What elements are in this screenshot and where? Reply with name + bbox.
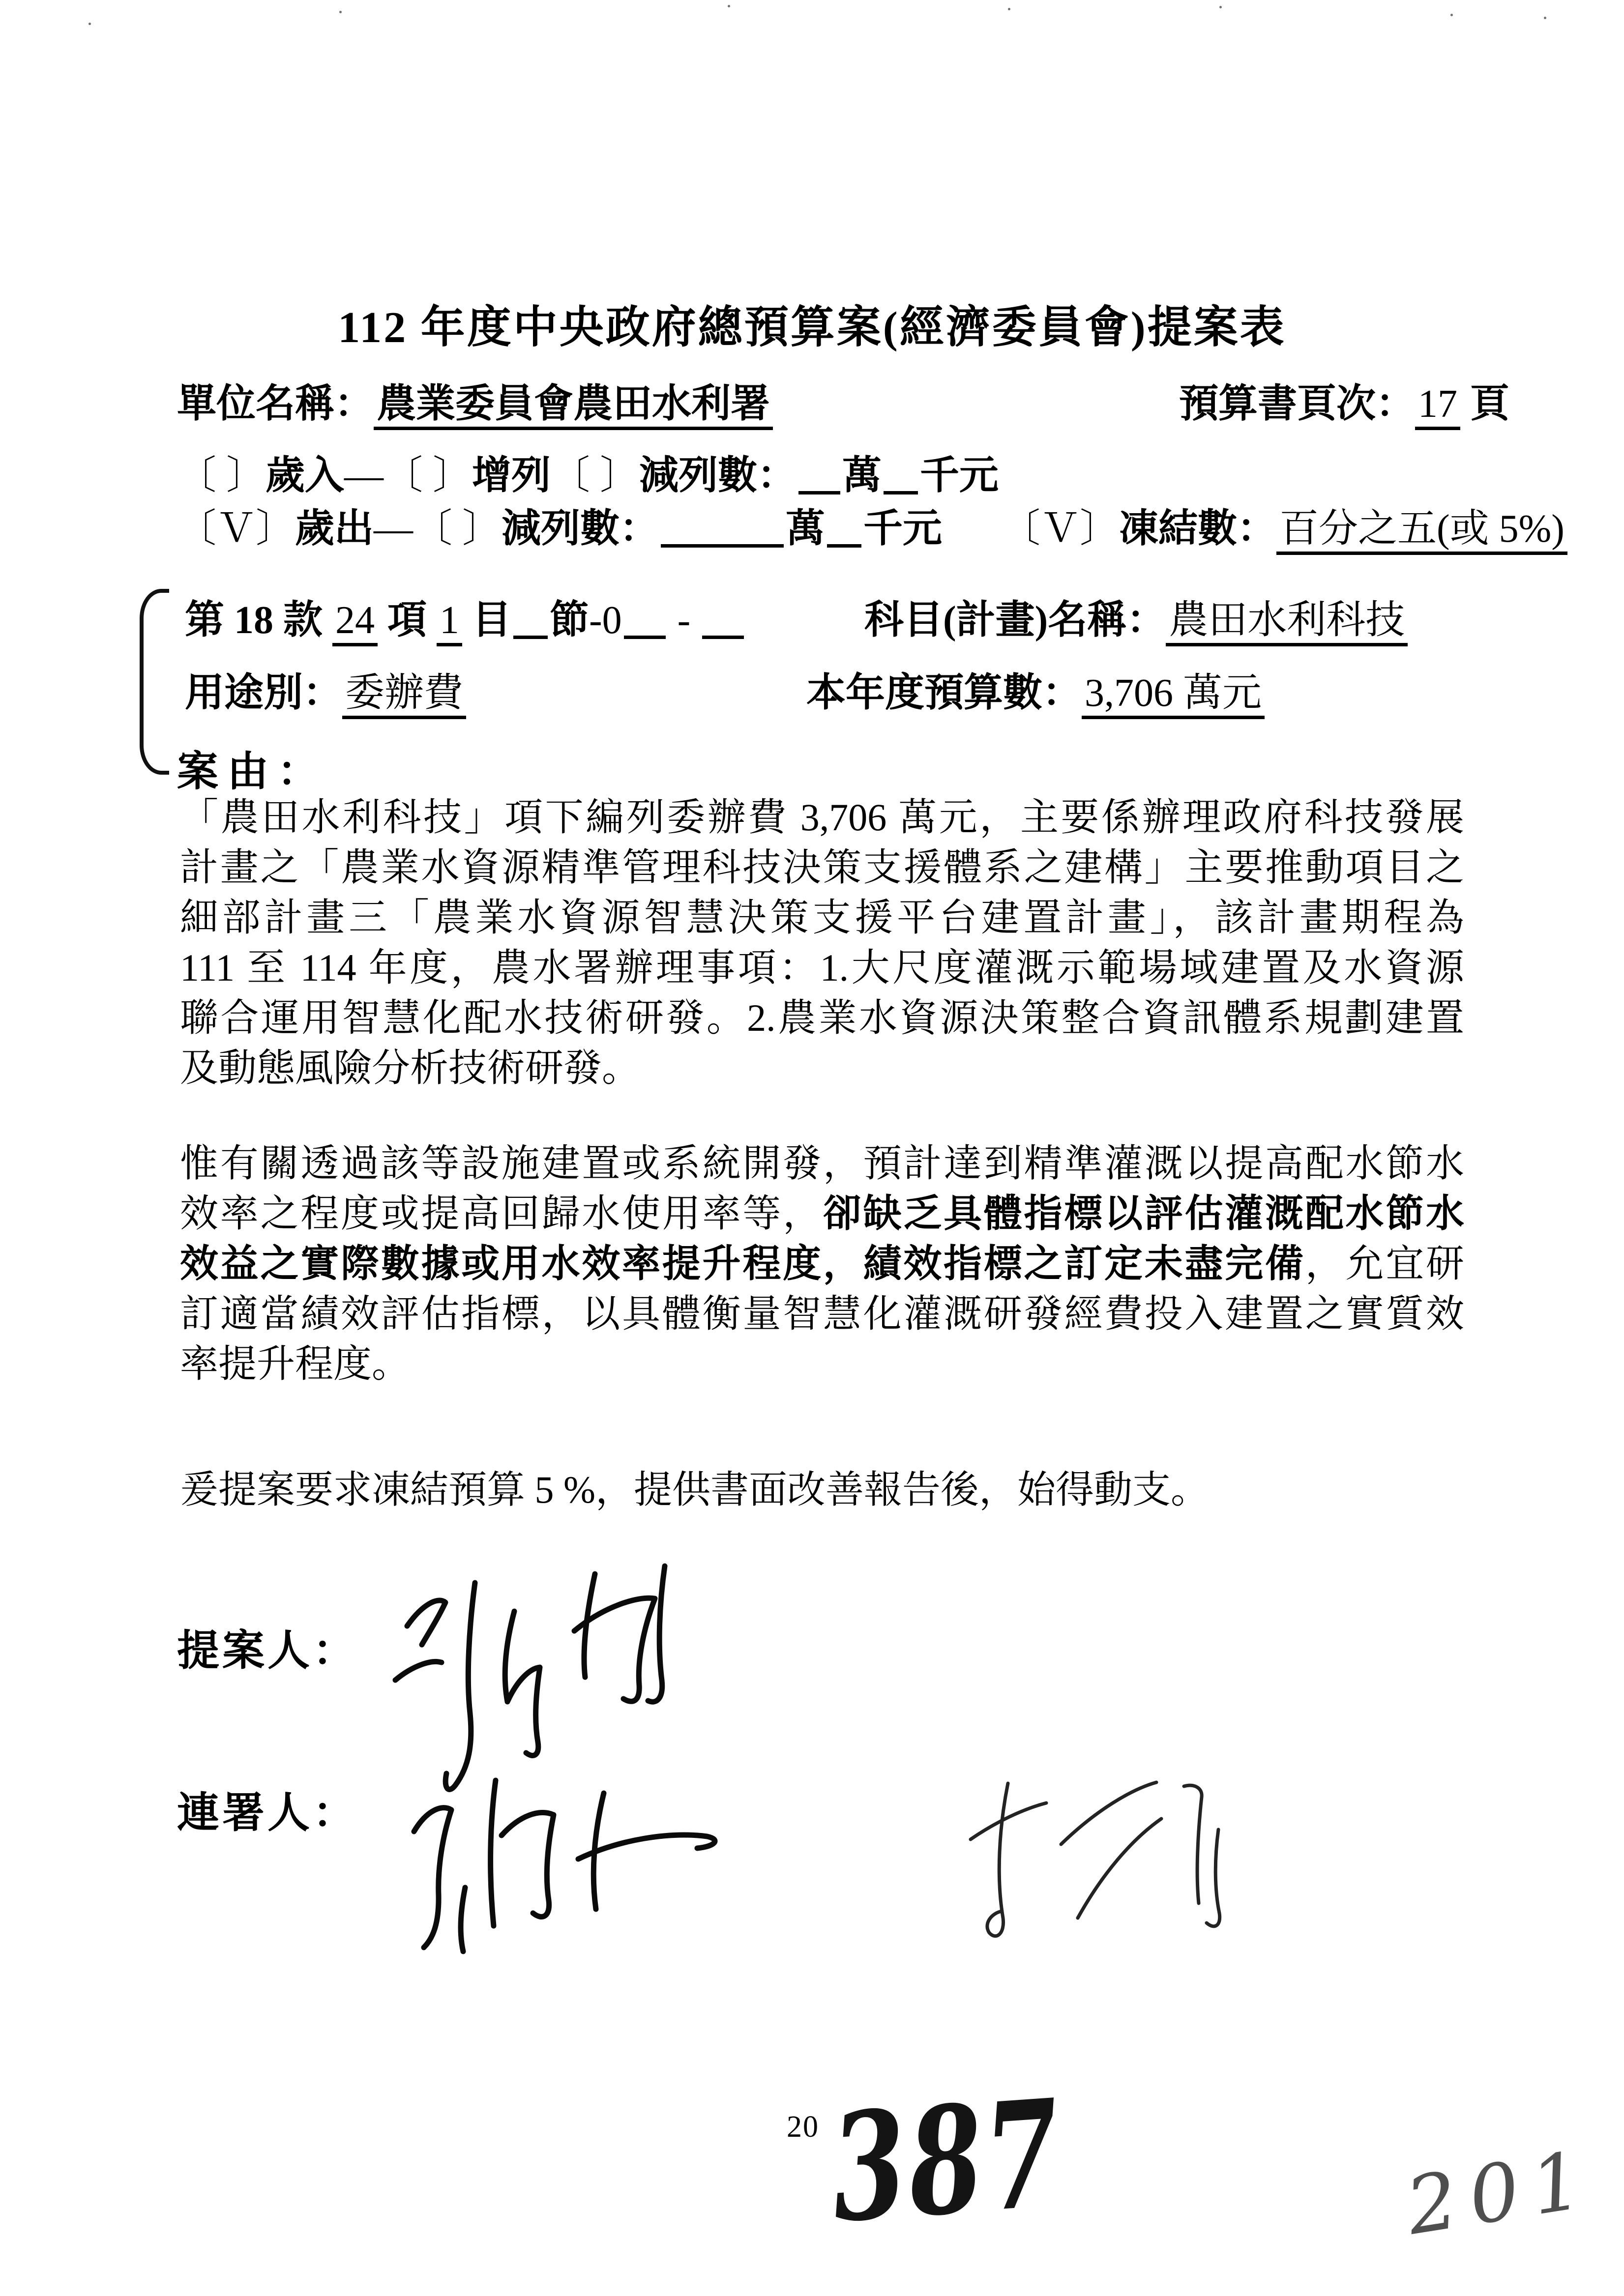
printed-page-number: 20 xyxy=(787,2110,819,2144)
text-run: — xyxy=(374,507,413,551)
cosigner-signature xyxy=(369,1735,742,1961)
text-run: 節 xyxy=(550,599,589,642)
text-run xyxy=(942,507,1021,551)
blank-underline xyxy=(661,505,784,548)
text-run: 項 xyxy=(387,599,427,642)
paragraph-line xyxy=(180,792,1464,843)
text-run xyxy=(427,599,437,642)
paragraph-line xyxy=(180,1239,1464,1289)
text-run: 111 至 114 年度，農水署辦理事項：1.大尺度灌溉示範場域建置及水資源 xyxy=(180,946,1464,989)
text-run: 計畫之「農業水資源精準管理科技決策支援體系之建構」主要推動項目之 xyxy=(180,846,1464,889)
usage-type-line xyxy=(185,668,466,718)
revenue-checkbox-line xyxy=(177,451,999,500)
text-run: 17 xyxy=(1415,382,1460,430)
scan-noise-dot xyxy=(1219,6,1222,8)
text-run: ： xyxy=(620,507,659,551)
text-run: 〔 〕 xyxy=(551,454,639,497)
text-run: 效率之程度或提高回歸水使用率等， xyxy=(180,1192,823,1235)
paragraph-line xyxy=(180,1289,1464,1339)
text-run: - xyxy=(667,599,701,642)
text-run: 用途別 xyxy=(185,671,303,715)
text-run: ： xyxy=(303,671,342,715)
clause-group-bracket xyxy=(140,589,169,775)
text-run: ： xyxy=(1042,671,1082,715)
text-run: 24 xyxy=(332,599,378,646)
text-run: 及動態風險分析技術研發。 xyxy=(180,1046,641,1089)
scan-noise-dot xyxy=(1450,14,1453,16)
case-heading: 案由： xyxy=(177,749,328,795)
text-run: 農業委員會農田水利署 xyxy=(374,382,773,430)
text-run: 率提升程度。 xyxy=(180,1342,411,1385)
text-run: 1 xyxy=(437,599,462,646)
text-run: 第 18 款 xyxy=(185,599,323,642)
case-paragraph-3 xyxy=(180,1465,1464,1515)
paragraph-line xyxy=(180,993,1464,1043)
proposer-label: 提案人： xyxy=(177,1627,358,1674)
text-run: 爰提案要求凍結預算 5 %，提供書面改善報告後，始得動支。 xyxy=(180,1468,1209,1511)
text-run: 惟有關透過該等設施建置或系統開發，預計達到精準灌溉以提高配水節水 xyxy=(180,1142,1464,1185)
text-run: 委辦費 xyxy=(342,671,466,719)
scan-noise-dot xyxy=(728,5,730,7)
paragraph-line xyxy=(180,843,1464,893)
paragraph-line xyxy=(180,943,1464,993)
paragraph-line xyxy=(180,1189,1464,1239)
paragraph-line xyxy=(180,1339,1464,1389)
text-run: 卻缺乏具體指標以評估灌溉配水節水 xyxy=(823,1192,1464,1235)
text-run: 訂適當績效評估指標，以具體衡量智慧化灌溉研發經費投入建置之實質效 xyxy=(180,1292,1464,1335)
text-run: 凍結數 xyxy=(1119,507,1237,551)
text-run: ： xyxy=(1126,599,1166,642)
text-run: 〔 〕 xyxy=(413,507,502,551)
text-run: 百分之五(或 5%) xyxy=(1276,507,1567,555)
paragraph-line xyxy=(180,893,1464,943)
text-run: 目 xyxy=(472,599,511,642)
paragraph-line xyxy=(180,1043,1464,1093)
text-run: 單位名稱 xyxy=(177,382,334,426)
text-run: 萬 xyxy=(786,507,825,551)
blank-underline xyxy=(884,452,918,494)
text-run xyxy=(462,599,472,642)
case-paragraph-2 xyxy=(180,1138,1464,1389)
blank-underline xyxy=(624,596,666,639)
case-paragraph-1 xyxy=(180,792,1464,1093)
text-run: 〔Ｖ〕 xyxy=(1021,507,1119,551)
scan-noise-dot xyxy=(339,11,342,13)
text-run: -0 xyxy=(589,599,622,642)
text-run xyxy=(378,599,387,642)
text-run: 千元 xyxy=(863,507,942,551)
unit-name-line xyxy=(177,379,773,429)
paragraph-line xyxy=(180,1138,1464,1189)
blank-underline xyxy=(798,452,840,494)
cosigner-label: 連署人： xyxy=(177,1789,358,1836)
text-run: 科目(計畫)名稱 xyxy=(864,599,1127,642)
text-run: 「農田水利科技」項下編列委辦費 3,706 萬元，主要係辦理政府科技發展 xyxy=(180,796,1464,839)
expenditure-checkbox-line xyxy=(177,504,1567,553)
text-run: ，允宜研 xyxy=(1305,1242,1464,1285)
text-run: 千元 xyxy=(920,454,999,497)
text-run: ： xyxy=(1376,382,1415,426)
text-run: ： xyxy=(1237,507,1276,551)
handwritten-page-number: 387 xyxy=(826,2066,1068,2256)
text-run: 增列 xyxy=(472,454,551,497)
text-run: 減列數 xyxy=(502,507,620,551)
text-run: 預算書頁次 xyxy=(1179,382,1376,426)
text-run: 減列數 xyxy=(639,454,757,497)
scan-noise-dot xyxy=(89,23,91,25)
text-run: 聯合運用智慧化配水技術研發。2.農業水資源決策整合資訊體系規劃建置 xyxy=(180,996,1464,1039)
text-run: 本年度預算數 xyxy=(806,671,1042,715)
clause-item-line xyxy=(185,596,746,645)
subject-name-line xyxy=(864,596,1408,645)
text-run: 〔 〕 xyxy=(177,454,266,497)
blank-underline xyxy=(827,505,861,548)
text-run: 頁 xyxy=(1460,382,1509,426)
extra-signature xyxy=(949,1770,1264,1956)
text-run: 細部計畫三「農業水資源智慧決策支援平台建置計畫」，該計畫期程為 xyxy=(180,896,1464,939)
handwritten-corner-number: 201 xyxy=(1400,2132,1601,2253)
scan-noise-dot xyxy=(1008,8,1010,10)
text-run: 效益之實際數據或用水效率提升程度，績效指標之訂定未盡完備 xyxy=(180,1242,1305,1285)
blank-underline xyxy=(702,596,744,639)
text-run: — xyxy=(344,454,384,497)
scan-noise-dot xyxy=(1544,17,1546,19)
text-run: ： xyxy=(334,382,374,426)
text-run xyxy=(323,599,332,642)
text-run: 萬 xyxy=(842,454,882,497)
text-run: 3,706 萬元 xyxy=(1082,671,1265,719)
text-run: 歲入 xyxy=(266,454,344,497)
text-run: 農田水利科技 xyxy=(1166,599,1408,646)
text-run: 歲出 xyxy=(295,507,374,551)
current-year-budget-line xyxy=(806,668,1265,718)
text-run: 〔 〕 xyxy=(384,454,472,497)
text-run: 〔Ｖ〕 xyxy=(177,507,295,551)
blank-underline xyxy=(513,596,548,639)
budget-book-page-line xyxy=(1179,379,1509,429)
text-run: ： xyxy=(757,454,797,497)
document-title: 112 年度中央政府總預算案(經濟委員會)提案表 xyxy=(338,303,1286,352)
paragraph-line xyxy=(180,1465,1464,1515)
